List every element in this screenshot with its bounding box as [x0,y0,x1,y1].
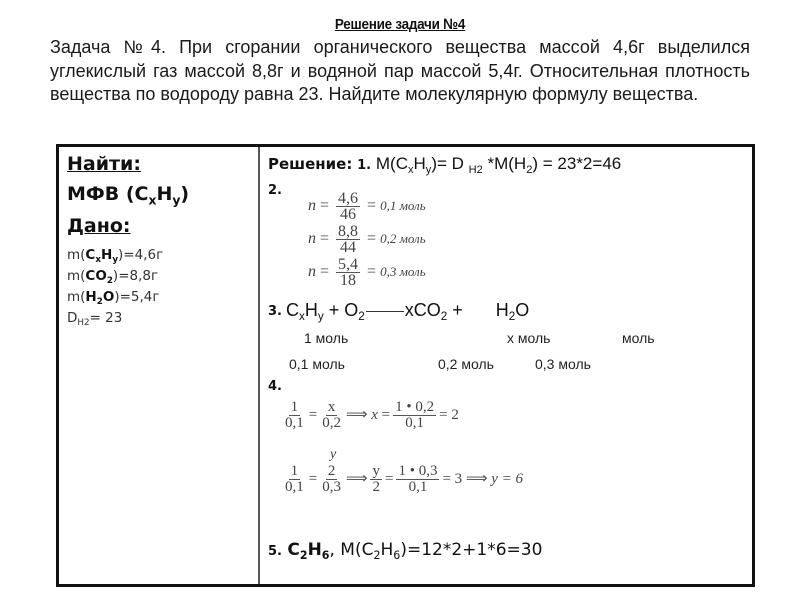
sub: 2 [508,310,516,324]
eq-text: O [515,300,530,320]
step-5-answer [268,540,542,560]
numerator: 5,4 [338,256,359,273]
given-bold: H [101,247,113,263]
eq-text: H [304,300,318,320]
sub: 6 [393,548,401,562]
denominator: 0,1 [405,415,424,431]
molar-mass-formula [375,154,622,176]
reaction-equation [286,300,530,324]
calc-text: H [380,540,394,560]
fraction [396,464,439,495]
find-heading: Найти: [67,153,141,175]
result: 0,1 моль [380,198,426,214]
page-title: Решение задачи №4 [334,16,466,33]
find-value-text: H [156,183,173,205]
formula-text: H [413,154,426,173]
mol-label: моль [622,330,655,346]
sub: 2 [440,310,448,324]
fraction [283,400,306,431]
formula-text: )= D [431,154,469,173]
answer-formula: H [307,540,322,560]
denominator: 44 [340,239,357,256]
fraction [336,257,360,288]
sub: x [95,255,101,266]
numerator: 1 • 0,2 [395,399,435,415]
sub: x [407,163,414,176]
fraction [320,464,343,495]
denominator: 0,2 [322,415,341,431]
step-4-number: 4. [268,379,282,394]
eq-text: xCO [404,300,441,320]
result: 0,2 моль [380,231,426,247]
fraction [336,191,360,222]
denominator: 0,3 [322,479,341,495]
numerator: 8,8 [338,223,359,240]
formula-text: M(C [375,154,408,173]
denominator: 46 [340,206,357,223]
sub: 2 [373,548,381,562]
find-value-text: МФВ (C [67,183,149,205]
problem-statement [50,36,750,107]
step-2-number: 2. [268,183,282,198]
find-value-text: ) [180,183,190,205]
var: n [308,263,316,281]
calc-text: )=12*2+1*6=30 [400,540,543,560]
given-item [67,289,160,308]
sub: 2 [96,297,103,308]
fraction [370,464,382,495]
mol-label: x моль [507,330,551,346]
implies-arrow: ⟹ [345,406,368,423]
given-bold: H [85,289,97,305]
given-text: )=8,8г [112,268,159,284]
sub: y [172,193,181,208]
sub: H2 [77,318,90,329]
given-item [67,247,164,266]
numerator: 1 • 0,3 [398,463,438,479]
mol-label: 0,2 моль [438,356,494,372]
eq-text: C [286,300,299,320]
result: 0,3 моль [380,264,426,280]
sub: 2 [299,548,308,562]
eq-text: H [495,300,509,320]
given-bold: C [85,247,96,263]
sub: y [425,163,432,176]
fraction [393,400,436,431]
denominator: 0,1 [408,479,428,495]
fraction [320,400,343,431]
result: = 2 [439,406,459,423]
denominator: 18 [340,272,357,289]
numerator: 4,6 [338,190,359,207]
sub: y [317,310,324,324]
var: n [308,197,316,215]
sub: 6 [321,548,330,562]
given-column [59,147,260,584]
var-y-top: y [330,447,337,462]
fraction [336,224,360,255]
moles-row: n = $\frac{8,8}{44}$ = 0,2 моль [308,223,426,256]
result: = 3 [442,470,463,487]
proportion-x: $\frac{1}{0,1}$ = $\frac{x}{0,2}$ ⟹ x = $\frac{1 • 0,2}{0,1}$ = 2 [285,399,459,431]
sub: x [299,310,305,324]
answer-formula: C [287,540,300,560]
given-text: m( [67,247,86,263]
denominator: 0,1 [285,479,304,495]
eq-text: + [447,300,468,320]
solution-table [56,144,755,587]
sub: H2 [468,163,483,176]
comma: , [329,540,335,560]
sub: 2 [106,276,113,287]
given-text: D [67,310,78,326]
sub: 2 [526,163,533,176]
eq-text: + O [323,300,359,320]
sub: 2 [358,310,365,324]
var: n [308,230,316,248]
step-number: 1. [357,158,372,173]
numerator: 1 [290,463,299,479]
given-text: = 23 [89,310,123,326]
step-1 [268,154,621,174]
implies-arrow: ⟹ [465,470,488,487]
given-text: m( [67,289,86,305]
solution-column [260,147,752,584]
calc-text: M(C [334,540,374,560]
step-3-number: 3. [268,304,282,319]
sub: x [148,193,157,208]
find-value [67,183,190,208]
mol-label: 1 моль [304,330,349,346]
final-result: y = 6 [491,470,523,487]
given-bold: O [102,289,115,305]
denominator: 0,1 [285,415,304,431]
mol-label: 0,3 моль [535,356,591,372]
solution-heading: Решение: [268,155,353,173]
given-text: )=4,6г [118,247,164,263]
given-text: )=5,4г [114,289,160,305]
reaction-arrow [366,311,404,312]
moles-row: n = $\frac{5,4}{18}$ = 0,3 моль [308,256,426,289]
implies-arrow: ⟹ [345,470,368,487]
var: x [371,406,378,423]
numerator: 2 [327,463,336,479]
sub: y [112,255,119,266]
formula-text: ) = 23*2=46 [532,154,622,173]
step-number: 5. [268,544,282,559]
given-density [67,310,123,329]
fraction [283,464,306,495]
numerator: 1 [290,399,299,415]
numerator: y [372,463,380,479]
formula-text: *M(H [482,154,527,173]
moles-row: n = $\frac{4,6}{46}$ = 0,1 моль [308,190,426,223]
mol-label: 0,1 моль [289,356,345,372]
proportion-y: $\frac{1}{0,1}$ = $\frac{2}{0,3}$ ⟹ $\frac{y}{2}$ = $\frac{1 • 0,3}{0,1}$ = 3 ⟹ y = 6 [285,463,523,495]
numerator: x [327,399,336,415]
given-heading: Дано: [67,215,131,237]
given-item [67,268,159,287]
given-text: m( [67,268,86,284]
denominator: 2 [372,479,380,495]
problem-text: Задача №4. При сгорании органического вещества массой 4,6г выделился углекислый газ массой 8,8г и водяной пар массой 5,4г. Относительная плотность вещества по водороду равна 23. Найдите молекулярную формулу вещества. [50,37,750,104]
given-bold: CO [85,268,107,284]
